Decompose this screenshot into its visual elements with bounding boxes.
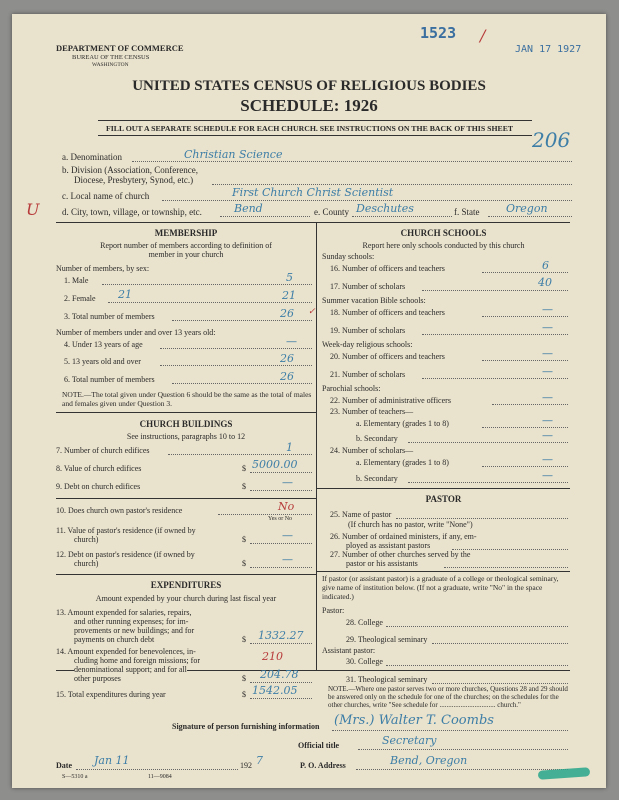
q21-value: — — [542, 365, 553, 378]
address-value: Bend, Oregon — [390, 754, 468, 767]
q11-label-2: church) — [74, 535, 99, 544]
q27-label-2: pastor or his assistants — [346, 559, 418, 568]
church-name-value: First Church Christ Scientist — [232, 186, 394, 199]
q18-label: 18. Number of officers and teachers — [330, 308, 445, 317]
q24a-value: — — [542, 453, 553, 466]
asst-pastor-label: Assistant pastor: — [322, 646, 376, 655]
q24b-value: — — [542, 469, 553, 482]
q11-label: 11. Value of pastor's residence (if owned by — [56, 526, 196, 535]
q24a-label: a. Elementary (grades 1 to 8) — [356, 458, 449, 467]
q13-dollar: $ — [242, 635, 246, 644]
q9-value: — — [282, 476, 293, 489]
parochial-header: Parochial schools: — [322, 384, 381, 393]
sunday-header: Sunday schools: — [322, 252, 375, 261]
margin-mark: U — [26, 200, 40, 219]
q15-dollar: $ — [242, 690, 246, 699]
sex-header: Number of members, by sex: — [56, 264, 150, 273]
q23a-value: — — [542, 414, 553, 427]
q9-dollar: $ — [242, 482, 246, 491]
membership-intro: Report number of members according to definition of — [100, 241, 272, 250]
summer-header: Summer vacation Bible schools: — [322, 296, 426, 305]
q17-value: 40 — [538, 276, 552, 289]
q20-value: — — [542, 347, 553, 360]
membership-title: MEMBERSHIP — [154, 228, 218, 238]
q25-label: 25. Name of pastor — [330, 510, 392, 519]
q14-margin-value: 210 — [262, 650, 283, 663]
q13-value: 1332.27 — [258, 629, 304, 642]
q23-label: 23. Number of teachers— — [330, 407, 414, 416]
dept-name: DEPARTMENT OF COMMERCE — [56, 43, 184, 53]
q23b-value: — — [542, 429, 553, 442]
q15-value: 1542.05 — [252, 684, 298, 697]
census-form — [12, 14, 606, 788]
q2-label: 2. Female — [64, 294, 96, 303]
q3-check: ✓ — [308, 307, 316, 317]
q8-label: 8. Value of church edifices — [56, 464, 142, 473]
q14-value: 204.78 — [260, 668, 299, 681]
q7-label: 7. Number of church edifices — [56, 446, 150, 455]
q5-label: 5. 13 years old and over — [64, 357, 141, 366]
q18-value: — — [542, 303, 553, 316]
date-label: Date — [56, 761, 72, 770]
form-title: UNITED STATES CENSUS OF RELIGIOUS BODIES — [132, 78, 486, 94]
denomination-value: Christian Science — [184, 148, 283, 161]
city-value: Bend — [234, 202, 263, 215]
membership-note: NOTE.—The total given under Question 6 should be the same as the total of males and females given under Question 3. — [62, 390, 312, 408]
q24-label: 24. Number of scholars— — [330, 446, 414, 455]
q3-value: 26 — [280, 307, 294, 320]
buildings-intro: See instructions, paragraphs 10 to 12 — [126, 432, 246, 441]
division-label-2: Diocese, Presbytery, Synod, etc.) — [74, 175, 194, 185]
signature-label: Signature of person furnishing information — [172, 722, 320, 731]
q13-label: 13. Amount expended for salaries, repairs, — [56, 608, 192, 617]
code-206: 206 — [532, 128, 571, 152]
form-code: S—5310 a — [62, 774, 88, 780]
q15-label: 15. Total expenditures during year — [56, 690, 166, 699]
q6-value: 26 — [280, 370, 294, 383]
q27-label: 27. Number of other churches served by the — [330, 550, 471, 559]
red-check-mark: / — [480, 26, 486, 45]
q10-value: No — [278, 500, 295, 513]
q9-label: 9. Debt on church edifices — [56, 482, 141, 491]
q14-label-4: other purposes — [74, 674, 121, 683]
q21-label: 21. Number of scholars — [330, 370, 406, 379]
state-value: Oregon — [506, 202, 548, 215]
q14-label: 14. Amount expended for benevolences, in- — [56, 647, 196, 656]
q4-value: — — [286, 335, 297, 348]
q10-label: 10. Does church own pastor's residence — [56, 506, 183, 515]
q2-value: 21 — [282, 289, 296, 302]
q6-label: 6. Total number of members — [64, 375, 155, 384]
q13-label-2: and other running expenses; for im- — [74, 617, 189, 626]
q12-label-2: church) — [74, 559, 99, 568]
division-label: b. Division (Association, Conference, — [62, 165, 198, 175]
state-label: f. State — [454, 207, 480, 217]
q29-label: 29. Theological seminary — [346, 635, 428, 644]
schools-intro: Report here only schools conducted by this church — [362, 241, 525, 250]
q19-value: — — [542, 321, 553, 334]
q1-label: 1. Male — [64, 276, 89, 285]
yes-no-hint: Yes or No — [268, 516, 293, 522]
q1-value: 5 — [286, 271, 293, 284]
bureau-name: BUREAU OF THE CENSUS — [72, 54, 150, 61]
address-label: P. O. Address — [300, 761, 346, 770]
pastor-title: PASTOR — [425, 494, 462, 504]
q4-label: 4. Under 13 years of age — [64, 340, 143, 349]
q23a-label: a. Elementary (grades 1 to 8) — [356, 419, 449, 428]
denomination-label: a. Denomination — [62, 152, 122, 162]
expenditures-title: EXPENDITURES — [150, 580, 222, 590]
county-value: Deschutes — [356, 202, 414, 215]
pastor-note: NOTE.—Where one pastor serves two or more churches, Questions 28 and 29 should be answered only on the schedule for one of the churches; on the schedules for the other churches, write "See schedule for ................................ church." — [328, 685, 568, 709]
q22-value: — — [542, 391, 553, 404]
q12-dollar: $ — [242, 559, 246, 568]
q19-label: 19. Number of scholars — [330, 326, 406, 335]
church-name-label: c. Local name of church — [62, 191, 150, 201]
q30-label: 30. College — [346, 657, 383, 666]
stamp-date: JAN 17 1927 — [515, 44, 582, 55]
instruction-line: FILL OUT A SEPARATE SCHEDULE FOR EACH CHURCH. SEE INSTRUCTIONS ON THE BACK OF THIS SHEET — [106, 124, 514, 133]
q12-value: — — [282, 553, 293, 566]
stamp-number: 1523 — [420, 24, 457, 42]
q26-label-2: ployed as assistant pastors — [346, 541, 431, 550]
q20-label: 20. Number of officers and teachers — [330, 352, 445, 361]
year-value: 7 — [256, 754, 263, 767]
q25-note: (If church has no pastor, write "None") — [348, 520, 473, 529]
print-code: 11—9084 — [148, 774, 172, 780]
form-subtitle: SCHEDULE: 1926 — [240, 96, 378, 115]
official-title-label: Official title — [298, 741, 340, 750]
year-prefix: 192 — [240, 761, 252, 770]
q2-margin-value: 21 — [118, 288, 132, 301]
signature-value: (Mrs.) Walter T. Coombs — [334, 713, 494, 728]
q24b-label: b. Secondary — [356, 474, 398, 483]
membership-intro-2: member in your church — [148, 250, 224, 259]
county-label: e. County — [314, 207, 349, 217]
q8-value: 5000.00 — [252, 458, 298, 471]
q14-label-3: denominational support; and for all — [74, 665, 187, 674]
q3-label: 3. Total number of members — [64, 312, 155, 321]
q16-value: 6 — [542, 259, 549, 272]
q31-label: 31. Theological seminary — [346, 675, 428, 684]
q11-dollar: $ — [242, 535, 246, 544]
q5-value: 26 — [280, 352, 294, 365]
q17-label: 17. Number of scholars — [330, 282, 406, 291]
city-name: WASHINGTON — [92, 62, 129, 68]
q11-value: — — [282, 529, 293, 542]
weekday-header: Week-day religious schools: — [322, 340, 413, 349]
age-header: Number of members under and over 13 years old: — [56, 328, 216, 337]
pastor-label: Pastor: — [322, 606, 345, 615]
date-value: Jan 11 — [94, 754, 130, 767]
q16-label: 16. Number of officers and teachers — [330, 264, 445, 273]
official-title-value: Secretary — [382, 734, 437, 747]
college-note: If pastor (or assistant pastor) is a graduate of a college or theological seminary, give name of institution below. (If not a graduate, write "No" in the space indicated.) — [322, 574, 559, 601]
buildings-title: CHURCH BUILDINGS — [139, 419, 233, 429]
q12-label: 12. Debt on pastor's residence (if owned by — [56, 550, 195, 559]
q13-label-3: provements or new buildings; and for — [74, 626, 195, 635]
q13-label-4: payments on church debt — [74, 635, 155, 644]
q23b-label: b. Secondary — [356, 434, 398, 443]
city-label: d. City, town, village, or township, etc. — [62, 207, 202, 217]
expenditures-intro: Amount expended by your church during last fiscal year — [95, 594, 277, 603]
q14-dollar: $ — [242, 674, 246, 683]
q22-label: 22. Number of administrative officers — [330, 396, 451, 405]
q7-value: 1 — [286, 441, 293, 454]
q28-label: 28. College — [346, 618, 383, 627]
schools-title: CHURCH SCHOOLS — [400, 228, 487, 238]
q14-label-2: cluding home and foreign missions; for — [74, 656, 200, 665]
q26-label: 26. Number of ordained ministers, if any, em- — [330, 532, 477, 541]
q8-dollar: $ — [242, 464, 246, 473]
